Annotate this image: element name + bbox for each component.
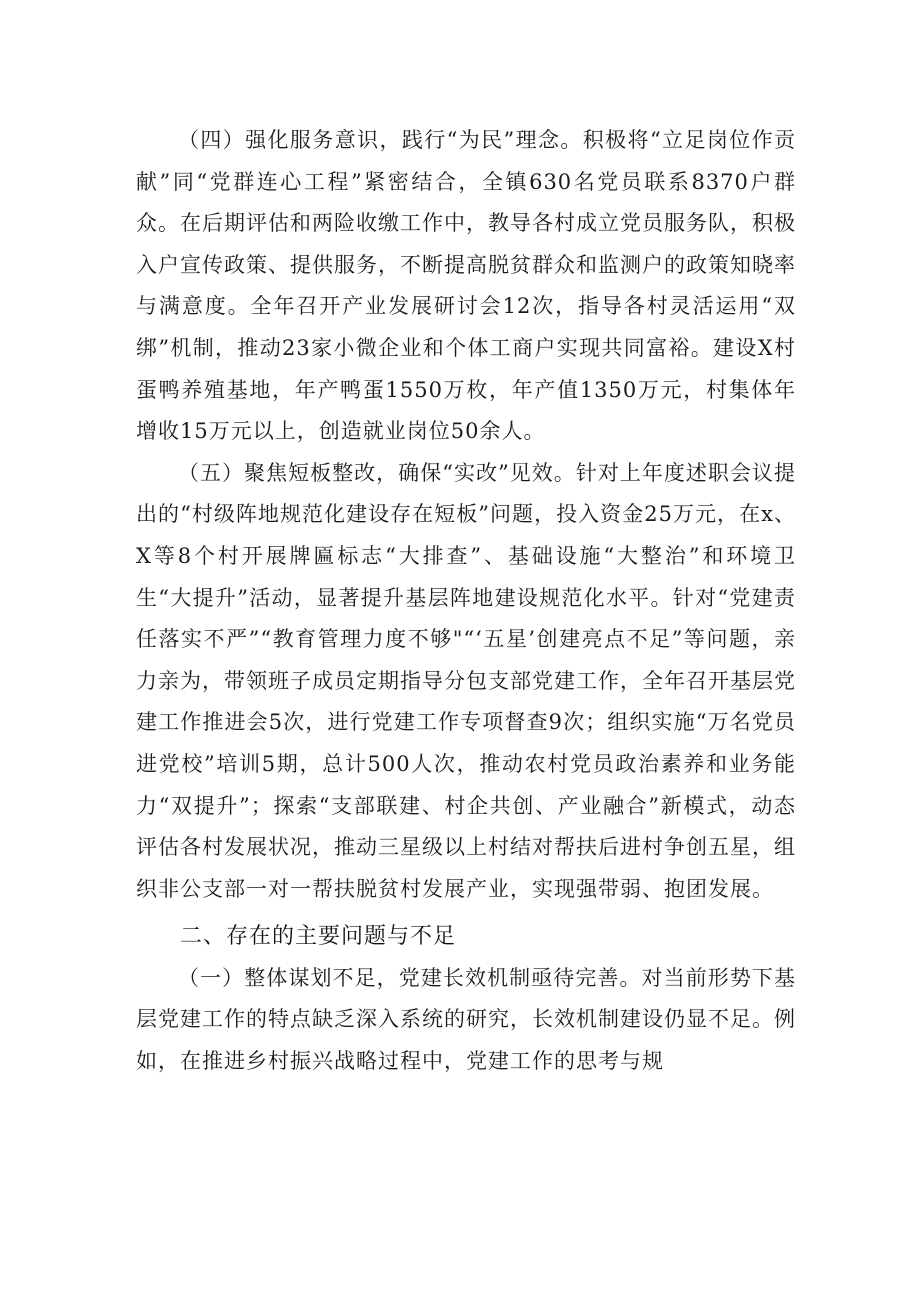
paragraph-rectification: （五）聚焦短板整改，确保“实改”见效。针对上年度述职会议提出的“村级阵地规范化建设存在短板”问题，投入资金25万元，在x、X等8个村开展牌匾标志“大排查”、基础设施“大整治”和环境卫生“大提升”活动，显著提升基层阵地建设规范化水平。针对“党建责任落实不严”“教育管理力度不够"“‘五星’创建亮点不足”等问题，亲力亲为，带领班子成员定期指导分包支部党建工作，全年召开基层党建工作推进会5次，进行党建工作专项督查9次；组织实施“万名党员进党校”培训5期，总计500人次，推动农村党员政治素养和业务能力“双提升”；探索“支部联建、村企共创、产业融合”新模式，动态评估各村发展状况，推动三星级以上村结对帮扶后进村争创五星，组织非公支部一对一帮扶脱贫村发展产业，实现强带弱、抱团发展。: [136, 460, 796, 901]
section-heading: 二、存在的主要问题与不足: [180, 924, 457, 950]
paragraph-service-awareness: （四）强化服务意识，践行“为民”理念。积极将“立足岗位作贡献”同“党群连心工程”紧密结合，全镇630名党员联系8370户群众。在后期评估和两险收缴工作中，教导各村成立党员服务队，积极入户宣传政策、提供服务，不断提高脱贫群众和监测户的政策知晓率与满意度。全年召开产业发展研讨会12次，指导各村灵活运用“双绑”机制，推动23家小微企业和个体工商户实现共同富裕。建设X村蛋鸭养殖基地，年产鸭蛋1550万枚，年产值1350万元，村集体年增收15万元以上，创造就业岗位50余人。: [136, 128, 796, 444]
document-body: [136, 120, 796, 1083]
paragraph-planning-shortfall: （一）整体谋划不足，党建长效机制亟待完善。对当前形势下基层党建工作的特点缺乏深入系统的研究，长效机制建设仍显不足。例如，在推进乡村振兴战略过程中，党建工作的思考与规: [136, 965, 796, 1074]
